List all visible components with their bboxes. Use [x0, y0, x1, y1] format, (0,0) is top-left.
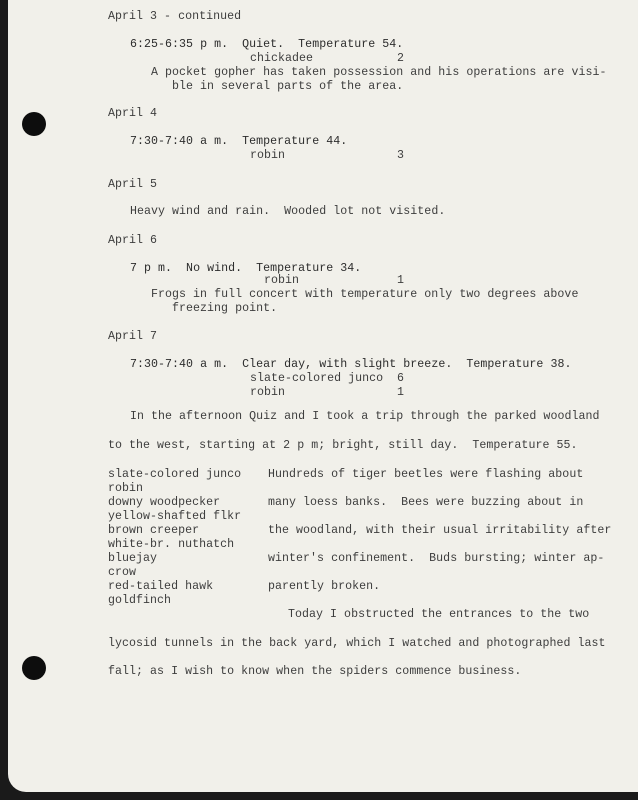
paragraph-line: Today I obstructed the entrances to the two [288, 608, 590, 621]
bird-count: 3 [397, 149, 405, 162]
binder-hole [22, 112, 46, 136]
species-item: red-tailed hawk [108, 580, 214, 593]
binder-hole [22, 656, 46, 680]
notebook-page [8, 0, 638, 792]
species-item: bluejay [108, 552, 158, 565]
observation-line: 6:25-6:35 p m. Quiet. Temperature 54. [130, 38, 404, 51]
observation-line: 7 p m. No wind. Temperature 34. [130, 262, 362, 275]
bird-count: 6 [397, 372, 405, 385]
note-line: Heavy wind and rain. Wooded lot not visited. [130, 205, 446, 218]
date-heading: April 6 [108, 234, 158, 247]
note-line: freezing point. [172, 302, 278, 315]
species-item: white-br. nuthatch [108, 538, 235, 551]
narrative-line: Hundreds of tiger beetles were flashing about [268, 468, 584, 481]
bird-count: 2 [397, 52, 405, 65]
narrative-line: the woodland, with their usual irritability after [268, 524, 612, 537]
species-item: crow [108, 566, 137, 579]
observation-line: 7:30-7:40 a m. Clear day, with slight breeze. Temperature 38. [130, 358, 572, 371]
species-item: goldfinch [108, 594, 172, 607]
date-heading: April 7 [108, 330, 158, 343]
bird-name: robin [250, 149, 286, 162]
species-item: slate-colored junco [108, 468, 242, 481]
bird-name: robin [250, 386, 286, 399]
species-item: downy woodpecker [108, 496, 221, 509]
date-heading: April 3 - continued [108, 10, 242, 23]
narrative-line: parently broken. [268, 580, 381, 593]
note-line: A pocket gopher has taken possession and his operations are visi- [151, 66, 607, 79]
date-heading: April 5 [108, 178, 158, 191]
note-line: Frogs in full concert with temperature only two degrees above [151, 288, 579, 301]
bird-name: robin [264, 274, 300, 287]
bird-name: chickadee [250, 52, 314, 65]
date-heading: April 4 [108, 107, 158, 120]
paragraph-line: In the afternoon Quiz and I took a trip through the parked woodland [130, 410, 600, 423]
observation-line: 7:30-7:40 a m. Temperature 44. [130, 135, 348, 148]
bird-count: 1 [397, 386, 405, 399]
bird-name: slate-colored junco [250, 372, 384, 385]
bird-count: 1 [397, 274, 405, 287]
paragraph-line: fall; as I wish to know when the spiders commence business. [108, 665, 522, 678]
narrative-line: winter's confinement. Buds bursting; winter ap- [268, 552, 605, 565]
narrative-line: many loess banks. Bees were buzzing about in [268, 496, 584, 509]
paragraph-line: lycosid tunnels in the back yard, which I watched and photographed last [108, 637, 606, 650]
species-item: brown creeper [108, 524, 200, 537]
note-line: ble in several parts of the area. [172, 80, 404, 93]
species-item: robin [108, 482, 144, 495]
species-item: yellow-shafted flkr [108, 510, 242, 523]
paragraph-line: to the west, starting at 2 p m; bright, still day. Temperature 55. [108, 439, 578, 452]
